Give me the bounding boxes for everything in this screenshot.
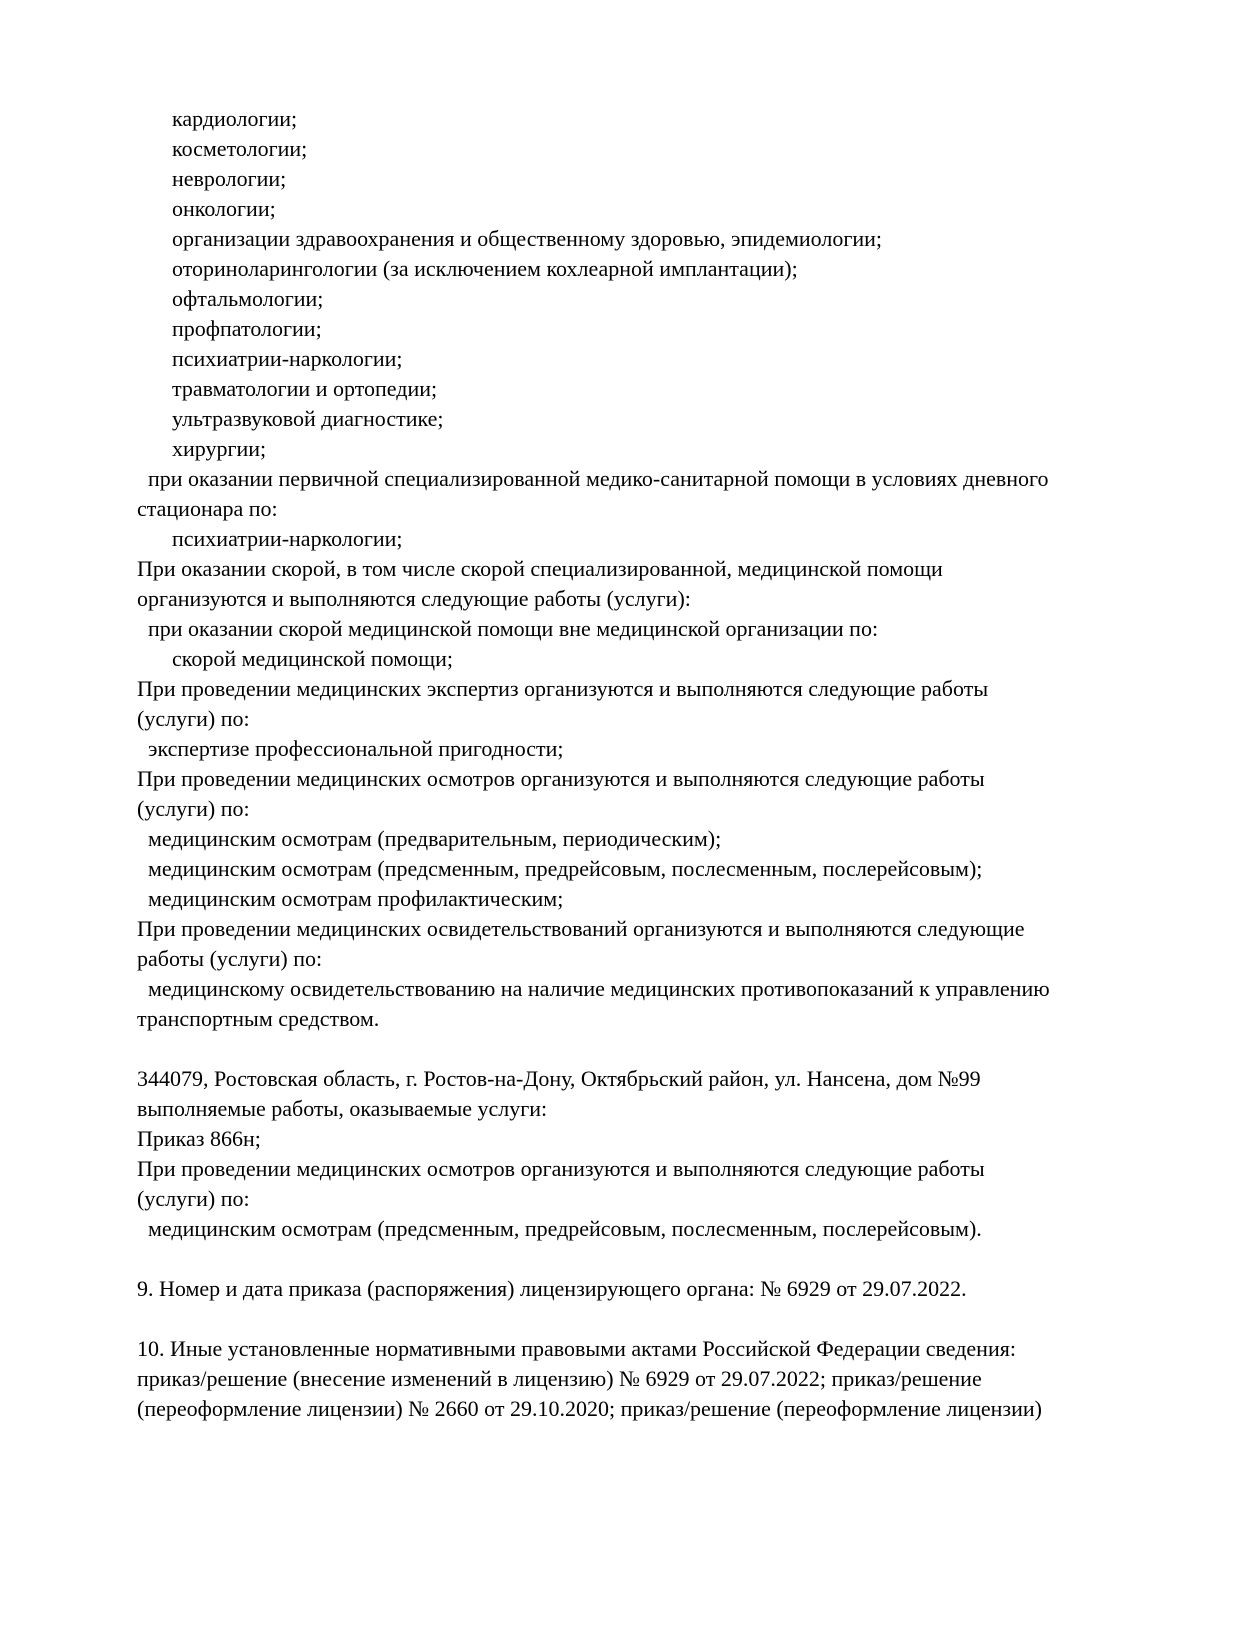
text-line: медицинским осмотрам (предсменным, предрейсовым, послесменным, послерейсовым). bbox=[148, 1216, 982, 1241]
text-line: хирургии; bbox=[172, 436, 267, 461]
text-line: медицинским осмотрам (предсменным, предрейсовым, послесменным, послерейсовым); bbox=[148, 856, 983, 881]
text-line: (услуги) по: bbox=[137, 1186, 250, 1211]
text-line: оториноларингологии (за исключением кохлеарной имплантации); bbox=[172, 256, 798, 281]
text-line: работы (услуги) по: bbox=[137, 946, 323, 971]
text-line: офтальмологии; bbox=[172, 286, 324, 311]
text-line: неврологии; bbox=[172, 166, 287, 191]
document-body bbox=[137, 104, 1137, 1424]
text-line: стационара по: bbox=[137, 496, 278, 521]
text-line: организации здравоохранения и общественному здоровью, эпидемиологии; bbox=[172, 226, 883, 251]
text-line: приказ/решение (внесение изменений в лицензию) № 6929 от 29.07.2022; приказ/решение bbox=[137, 1366, 982, 1391]
blank-line bbox=[137, 1304, 1137, 1334]
text-line: При проведении медицинских экспертиз организуются и выполняются следующие работы bbox=[137, 676, 989, 701]
text-line: (переоформление лицензии) № 2660 от 29.10.2020; приказ/решение (переоформление лицензии) bbox=[137, 1396, 1042, 1421]
text-line: скорой медицинской помощи; bbox=[172, 646, 454, 671]
text-line: организуются и выполняются следующие работы (услуги): bbox=[137, 586, 691, 611]
blank-line bbox=[137, 1034, 1137, 1064]
text-line: транспортным средством. bbox=[137, 1006, 380, 1031]
text-line: При оказании скорой, в том числе скорой специализированной, медицинской помощи bbox=[137, 556, 943, 581]
text-line: выполняемые работы, оказываемые услуги: bbox=[137, 1096, 548, 1121]
text-line: медицинскому освидетельствованию на наличие медицинских противопоказаний к управлению bbox=[148, 976, 1050, 1001]
text-line: при оказании скорой медицинской помощи вне медицинской организации по: bbox=[148, 616, 879, 641]
text-line: 344079, Ростовская область, г. Ростов-на-Дону, Октябрьский район, ул. Нансена, дом №99 bbox=[137, 1066, 981, 1091]
text-line: ультразвуковой диагностике; bbox=[172, 406, 444, 431]
text-line: медицинским осмотрам (предварительным, периодическим); bbox=[148, 826, 722, 851]
text-line: при оказании первичной специализированной медико-санитарной помощи в условиях дневного bbox=[148, 466, 1049, 491]
text-line: Приказ 866н; bbox=[137, 1126, 261, 1151]
blank-line bbox=[137, 1244, 1137, 1274]
text-line: При проведении медицинских освидетельствований организуются и выполняются следующие bbox=[137, 916, 1025, 941]
text-line: (услуги) по: bbox=[137, 706, 250, 731]
text-line: (услуги) по: bbox=[137, 796, 250, 821]
text-line: При проведении медицинских осмотров организуются и выполняются следующие работы bbox=[137, 1156, 985, 1181]
text-line: 9. Номер и дата приказа (распоряжения) лицензирующего органа: № 6929 от 29.07.2022. bbox=[137, 1276, 967, 1301]
text-line: профпатологии; bbox=[172, 316, 322, 341]
text-line: медицинским осмотрам профилактическим; bbox=[148, 886, 564, 911]
text-line: травматологии и ортопедии; bbox=[172, 376, 438, 401]
text-line: кардиологии; bbox=[172, 106, 298, 131]
text-line: При проведении медицинских осмотров организуются и выполняются следующие работы bbox=[137, 766, 985, 791]
text-line: психиатрии-наркологии; bbox=[172, 526, 403, 551]
text-line: косметологии; bbox=[172, 136, 308, 161]
text-line: онкологии; bbox=[172, 196, 276, 221]
text-line: психиатрии-наркологии; bbox=[172, 346, 403, 371]
text-line: 10. Иные установленные нормативными правовыми актами Российской Федерации сведения: bbox=[137, 1336, 1016, 1361]
text-line: экспертизе профессиональной пригодности; bbox=[148, 736, 564, 761]
